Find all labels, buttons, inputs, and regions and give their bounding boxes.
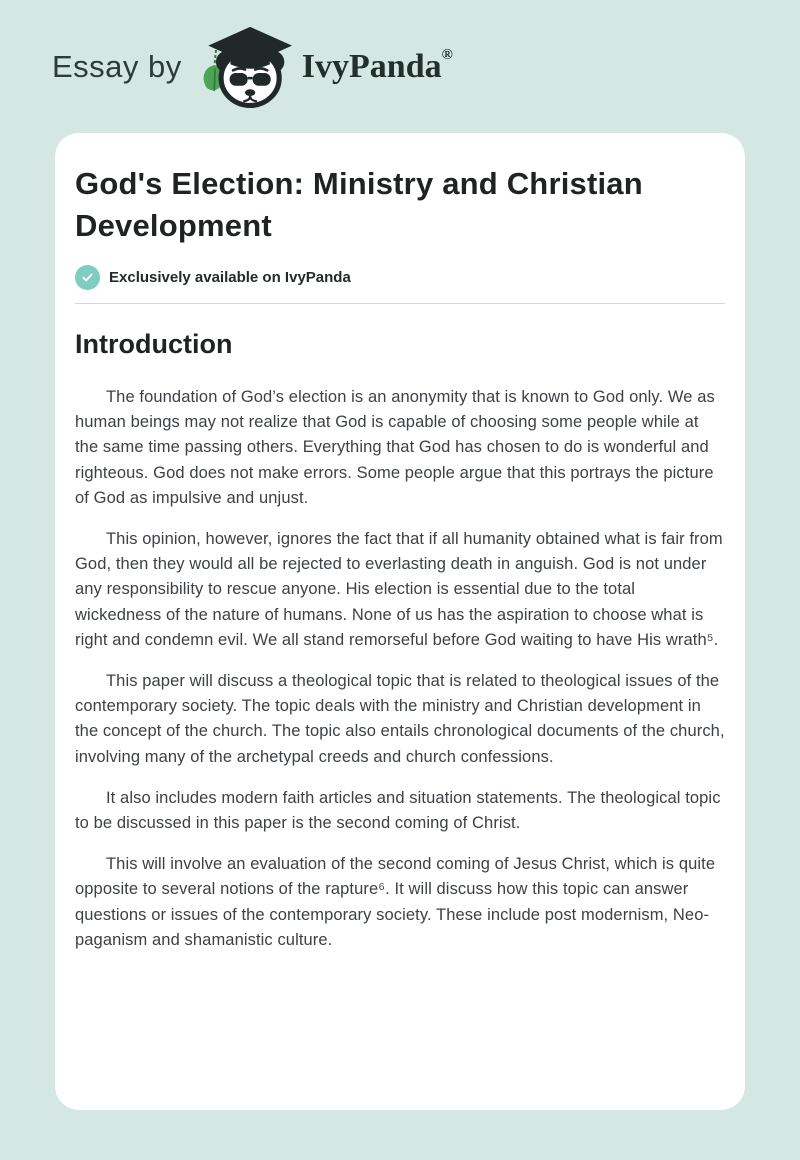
availability-label: Exclusively available on IvyPanda: [109, 269, 351, 286]
essay-paragraph-5: This will involve an evaluation of the second coming of Jesus Christ, which is quite opposite to several notions of the rapture⁶. It will discuss how this topic can answer questions or issues of the contemporary society. These include post modernism, Neo-paganism and shamanistic culture.: [75, 855, 716, 949]
header: [0, 0, 800, 133]
essay-paragraph-4: It also includes modern faith articles and situation statements. The theological topic to be discussed in this paper is the second coming of Christ.: [75, 788, 721, 833]
essay-paragraph-1: The foundation of God’s election is an anonymity that is known to God only. We as human beings may not realize that God is capable of choosing some people while at the same time passing others. Everything that God has chosen to do is wonderful and righteous. God does not make errors. Some people argue that this portrays the picture of God as impulsive and unjust.: [75, 388, 715, 507]
brand-name: [302, 47, 453, 86]
brand-text: IvyPanda: [301, 48, 442, 85]
registered-mark: ®: [441, 47, 453, 63]
essay-paragraph-3: This paper will discuss a theological topic that is related to theological issues of the contemporary society. The topic deals with the ministry and Christian development in the concept of the church. The topic also entails chronological documents of the church, involving many of the archetypal creeds and church confessions.: [75, 672, 725, 766]
check-icon: [75, 265, 100, 290]
essay-paragraph-2: This opinion, however, ignores the fact that if all humanity obtained what is fair from God, then they would all be rejected to everlasting death in anguish. God is not under any responsibility to rescue anyone. His election is essential due to the total wickedness of the nature of humans. None of us has the aspiration to choose what is right and condemn evil. We all stand remorseful before God waiting to have His wrath⁵.: [75, 530, 723, 649]
essay-by-label: Essay by: [52, 48, 182, 84]
section-heading-introduction: Introduction: [75, 329, 233, 359]
divider: [75, 303, 725, 304]
availability-badge: [75, 265, 725, 290]
essay-card: [55, 133, 745, 1110]
ivypanda-logo-icon: [198, 24, 292, 110]
page-title: God's Election: Ministry and Christian Development: [75, 166, 643, 243]
